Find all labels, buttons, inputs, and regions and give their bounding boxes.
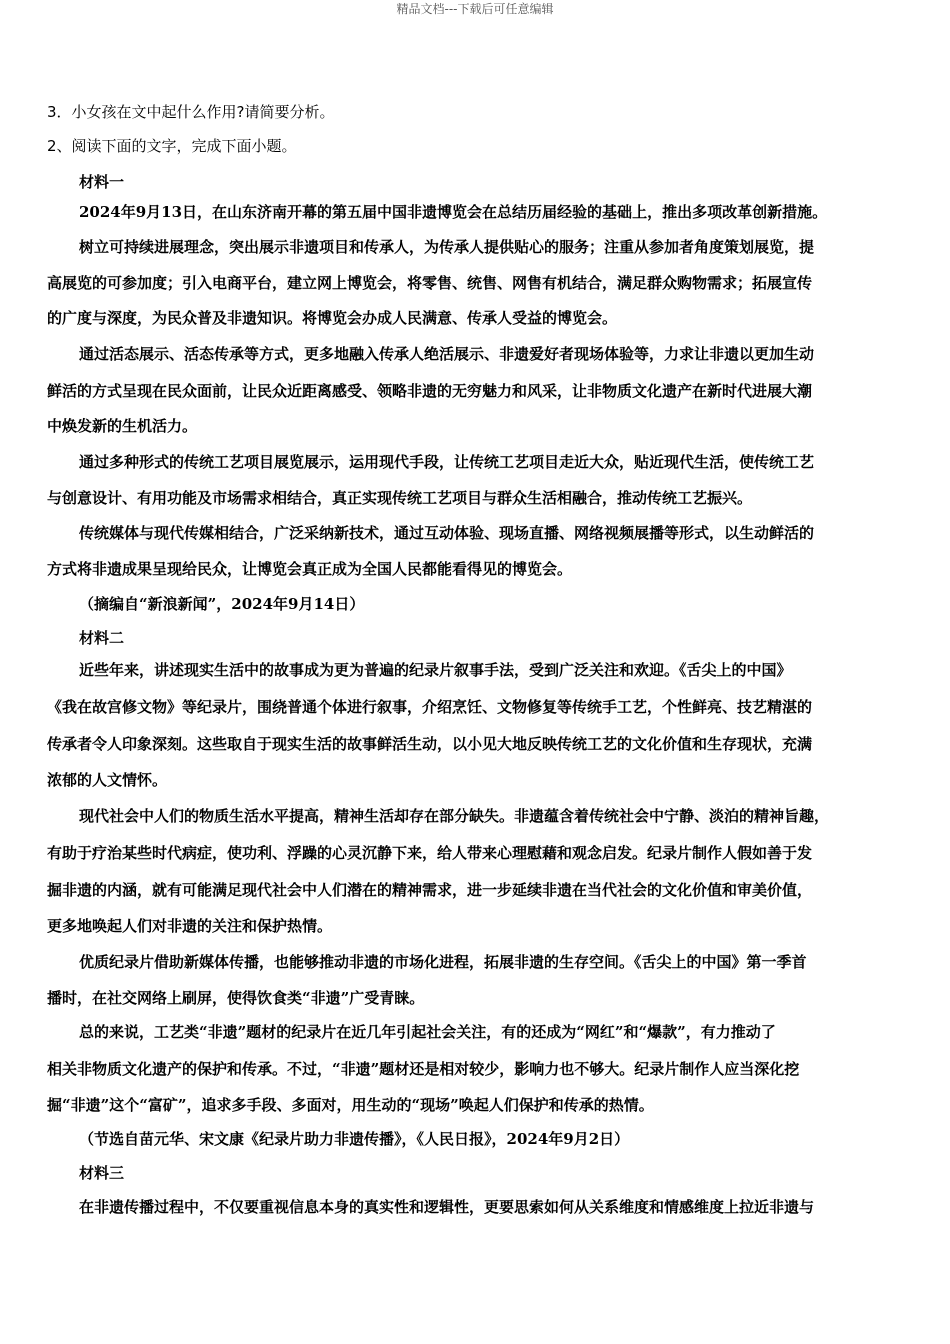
paragraph-line: 在非遗传播过程中，不仅要重视信息本身的真实性和逻辑性，更要思索如何从关系维度和情感维度上拉近非遗与: [79, 1198, 815, 1216]
question-3: 3．小女孩在文中起什么作用?请简要分析。: [47, 103, 335, 121]
paragraph-line: 中焕发新的生机活力。: [47, 417, 198, 435]
material-heading: 材料一: [79, 173, 125, 191]
source-note: （摘编自“新浪新闻”，2024年9月14日）: [79, 595, 365, 613]
paragraph-line: 相关非物质文化遗产的保护和传承。不过，“非遗”题材还是相对较少，影响力也不够大。纪录片制作人应当深化挖: [47, 1060, 800, 1078]
paragraph-line: 浓郁的人文情怀。: [47, 771, 168, 789]
paragraph-line: 传统媒体与现代传媒相结合，广泛采纳新技术，通过互动体验、现场直播、网络视频展播等形式，以生动鲜活的: [79, 524, 815, 542]
paragraph-line: 方式将非遗成果呈现给民众，让博览会真正成为全国人民都能看得见的博览会。: [47, 560, 573, 578]
paragraph-line: 播时，在社交网络上刷屏，使得饮食类“非遗”广受青睐。: [47, 989, 425, 1007]
paragraph-line: 《我在故宫修文物》等纪录片，围绕普通个体进行叙事，介绍烹饪、文物修复等传统手工艺，个性鲜亮、技艺精湛的: [47, 698, 813, 716]
paragraph-line: 通过多种形式的传统工艺项目展览展示，运用现代手段，让传统工艺项目走近大众，贴近现代生活，使传统工艺: [79, 453, 815, 471]
material-heading: 材料三: [79, 1164, 125, 1182]
paragraph-line: 的广度与深度，为民众普及非遗知识。将博览会办成人民满意、传承人受益的博览会。: [47, 309, 618, 327]
paragraph-line: 现代社会中人们的物质生活水平提高，精神生活却存在部分缺失。非遗蕴含着传统社会中宁静、淡泊的精神旨趣，: [79, 807, 830, 825]
paragraph-line: 掘非遗的内涵，就有可能满足现代社会中人们潜在的精神需求，进一步延续非遗在当代社会的文化价值和审美价值，: [47, 881, 813, 899]
paragraph-line: 鲜活的方式呈现在民众面前，让民众近距离感受、领略非遗的无穷魅力和风采，让非物质文化遗产在新时代进展大潮: [47, 382, 813, 400]
paragraph-line: 树立可持续进展理念，突出展示非遗项目和传承人，为传承人提供贴心的服务；注重从参加者角度策划展览，提: [79, 238, 815, 256]
paragraph-line: 2024年9月13日，在山东济南开幕的第五届中国非遗博览会在总结历届经验的基础上，推出多项改革创新措施。: [79, 203, 828, 221]
paragraph-line: 更多地唤起人们对非遗的关注和保护热情。: [47, 917, 333, 935]
paragraph-line: 与创意设计、有用功能及市场需求相结合，真正实现传统工艺项目与群众生活相融合，推动传统工艺振兴。: [47, 489, 753, 507]
paragraph-line: 掘“非遗”这个“富矿”，追求多手段、多面对，用生动的“现场”唤起人们保护和传承的热情。: [47, 1096, 654, 1114]
paragraph-line: 有助于疗治某些时代病症，使功利、浮躁的心灵沉静下来，给人带来心理慰藉和观念启发。纪录片制作人假如善于发: [47, 844, 813, 862]
paragraph-line: 通过活态展示、活态传承等方式，更多地融入传承人绝活展示、非遗爱好者现场体验等，力求让非遗以更加生动: [79, 345, 815, 363]
page-header: 精品文档---下载后可任意编辑: [396, 2, 554, 16]
paragraph-line: 近些年来，讲述现实生活中的故事成为更为普遍的纪录片叙事手法，受到广泛关注和欢迎。《舌尖上的中国》: [79, 661, 792, 679]
source-note: （节选自苗元华、宋文康《纪录片助力非遗传播》，《人民日报》，2024年9月2日）: [79, 1130, 630, 1148]
section-instruction: 2、阅读下面的文字，完成下面小题。: [47, 137, 297, 155]
paragraph-line: 总的来说，工艺类“非遗”题材的纪录片在近几年引起社会关注，有的还成为“网红”和“爆款”，有力推动了: [79, 1023, 776, 1041]
paragraph-line: 优质纪录片借助新媒体传播，也能够推动非遗的市场化进程，拓展非遗的生存空间。《舌尖上的中国》第一季首: [79, 953, 807, 971]
material-heading: 材料二: [79, 629, 125, 647]
paragraph-line: 高展览的可参加度；引入电商平台，建立网上博览会，将零售、统售、网售有机结合，满足群众购物需求；拓展宣传: [47, 274, 813, 292]
paragraph-line: 传承者令人印象深刻。这些取自于现实生活的故事鲜活生动，以小见大地反映传统工艺的文化价值和生存现状，充满: [47, 735, 813, 753]
